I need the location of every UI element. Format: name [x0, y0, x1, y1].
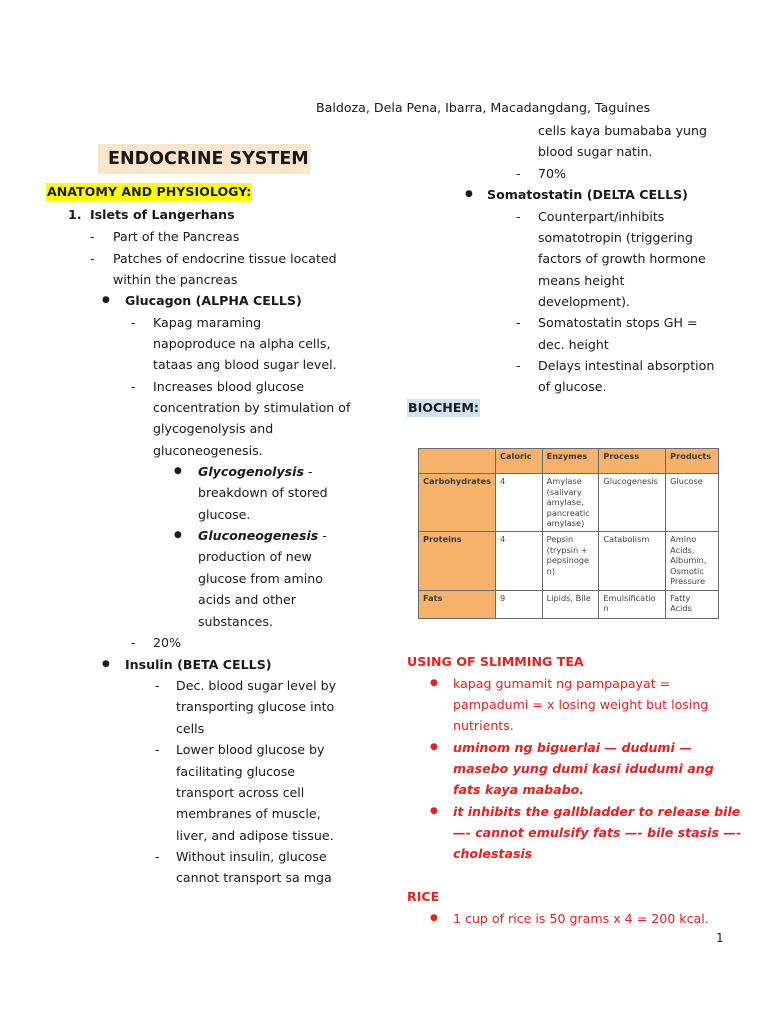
dash-marker: -	[516, 209, 521, 224]
text-line: Delays intestinal absorption	[538, 358, 715, 373]
text-line: Part of the Pancreas	[113, 229, 240, 244]
dash-marker: -	[155, 849, 160, 864]
table-cell: Amylase (salivary amylase, pancreatic amylase)	[542, 474, 599, 532]
page-title: ENDOCRINE SYSTEM	[108, 149, 309, 169]
text-line: pampadumi = x losing weight but losing	[453, 697, 709, 712]
text-line: Counterpart/inhibits	[538, 209, 665, 224]
text-line: fats kaya mababo.	[453, 782, 585, 797]
bullet-icon: ●	[174, 530, 182, 540]
table-row	[419, 590, 719, 618]
table-cell: Glucogenesis	[599, 474, 666, 532]
text-line: acids and other	[198, 592, 296, 607]
text-line: liver, and adipose tissue.	[176, 828, 334, 843]
text-line: masebo yung dumi kasi idudumi ang	[453, 761, 714, 776]
rice-heading: RICE	[407, 889, 440, 904]
text-line: within the pancreas	[113, 272, 238, 287]
biochem-table	[418, 448, 719, 619]
text-line: cells kaya bumababa yung	[538, 123, 707, 138]
text-line: transporting glucose into	[176, 699, 335, 714]
text-line: production of new	[198, 549, 312, 564]
table-cell: Glucose	[666, 474, 719, 532]
table-cell: Catabolism	[599, 532, 666, 590]
slimming-tea-heading: USING OF SLIMMING TEA	[407, 654, 584, 669]
text-line: means height	[538, 273, 625, 288]
text-line: facilitating glucose	[176, 764, 296, 779]
dash-marker: -	[131, 315, 136, 330]
bullet-icon: ●	[430, 742, 438, 752]
text-line: breakdown of stored	[198, 485, 328, 500]
dash-marker: -	[516, 315, 521, 330]
text-line: kapag gumamit ng pampapayat =	[453, 676, 671, 691]
text-line: glycogenolysis and	[153, 421, 274, 436]
text-line: membranes of muscle,	[176, 806, 321, 821]
text-line: uminom ng biguerlai — dudumi —	[453, 740, 692, 755]
text-line: concentration by stimulation of	[153, 400, 351, 415]
table-cell: Emulsificatio n	[599, 590, 666, 618]
glycogenolysis-term: Glycogenolysis	[198, 464, 304, 479]
definition-dash: -	[304, 464, 313, 479]
text-line: gluconeogenesis.	[153, 443, 263, 458]
text-line: Somatostatin stops GH =	[538, 315, 698, 330]
bullet-icon: ●	[430, 678, 438, 688]
text-line: somatotropin (triggering	[538, 230, 693, 245]
table-header-cell: Process	[599, 449, 666, 474]
table-row-header: Fats	[419, 590, 496, 618]
text-line: blood sugar natin.	[538, 144, 653, 159]
dash-marker: -	[131, 635, 136, 650]
table-header-row	[419, 449, 719, 474]
text-line: factors of growth hormone	[538, 251, 706, 266]
bullet-icon: ●	[465, 189, 473, 199]
table-header-cell	[419, 449, 496, 474]
page-number: 1	[716, 931, 724, 945]
text-line: transport across cell	[176, 785, 305, 800]
table-row-header: Carbohydrates	[419, 474, 496, 532]
text-line: glucose from amino	[198, 571, 323, 586]
text-line: —- cannot emulsify fats —- bile stasis —-	[453, 825, 742, 840]
text-line: napoproduce na alpha cells,	[153, 336, 331, 351]
bullet-icon: ●	[174, 466, 182, 476]
table-cell: 9	[496, 590, 543, 618]
table-cell: 4	[496, 474, 543, 532]
table-cell: Amino Acids, Albumin, Osmotic Pressure	[666, 532, 719, 590]
text-line: tataas ang blood sugar level.	[153, 357, 337, 372]
insulin-heading: Insulin (BETA CELLS)	[125, 657, 272, 672]
text-line: Dec. blood sugar level by	[176, 678, 337, 693]
table-cell: Fatty Acids	[666, 590, 719, 618]
text-line: cannot transport sa mga	[176, 870, 332, 885]
table-cell: Pepsin (trypsin + pepsinoge n)	[542, 532, 599, 590]
text-line: Lower blood glucose by	[176, 742, 325, 757]
text-line: substances.	[198, 614, 273, 629]
table-cell: Lipids, Bile	[542, 590, 599, 618]
biochem-heading: BIOCHEM:	[408, 400, 479, 415]
bullet-icon: ●	[430, 913, 438, 923]
text-line: Patches of endocrine tissue located	[113, 251, 337, 266]
dash-marker: -	[516, 358, 521, 373]
dash-marker: -	[155, 742, 160, 757]
percent-70: 70%	[538, 166, 566, 181]
glycogenolysis-line	[198, 461, 313, 482]
table-row	[419, 474, 719, 532]
text-line: Without insulin, glucose	[176, 849, 327, 864]
bullet-icon: ●	[102, 659, 110, 669]
somatostatin-heading: Somatostatin (DELTA CELLS)	[487, 187, 688, 202]
text-line: cholestasis	[453, 846, 533, 861]
text-line: Increases blood glucose	[153, 379, 305, 394]
definition-dash: -	[318, 528, 327, 543]
table-header-cell: Caloric	[496, 449, 543, 474]
table-row	[419, 532, 719, 590]
dash-marker: -	[90, 251, 95, 266]
bullet-icon: ●	[102, 295, 110, 305]
table-cell: 4	[496, 532, 543, 590]
glucagon-heading: Glucagon (ALPHA CELLS)	[125, 293, 302, 308]
gluconeogenesis-term: Gluconeogenesis	[198, 528, 319, 543]
percent-20: 20%	[153, 635, 181, 650]
dash-marker: -	[155, 678, 160, 693]
text-line: nutrients.	[453, 718, 514, 733]
dash-marker: -	[90, 229, 95, 244]
list-number: 1.	[68, 207, 82, 222]
text-line: cells	[176, 721, 205, 736]
islets-heading: Islets of Langerhans	[90, 207, 235, 222]
dash-marker: -	[131, 379, 136, 394]
text-line: it inhibits the gallbladder to release bile	[453, 804, 741, 819]
table-header-cell: Enzymes	[542, 449, 599, 474]
gluconeogenesis-line	[198, 525, 327, 546]
text-line: Kapag maraming	[153, 315, 262, 330]
text-line: glucose.	[198, 507, 251, 522]
authors-line: Baldoza, Dela Pena, Ibarra, Macadangdang, Taguines	[316, 100, 651, 115]
text-line: dec. height	[538, 337, 609, 352]
bullet-icon: ●	[430, 806, 438, 816]
table-header-cell: Products	[666, 449, 719, 474]
dash-marker: -	[516, 166, 521, 181]
text-line: development).	[538, 294, 630, 309]
table-row-header: Proteins	[419, 532, 496, 590]
text-line: of glucose.	[538, 379, 607, 394]
text-line: 1 cup of rice is 50 grams x 4 = 200 kcal.	[453, 911, 709, 926]
anatomy-heading: ANATOMY AND PHYSIOLOGY:	[47, 184, 252, 199]
